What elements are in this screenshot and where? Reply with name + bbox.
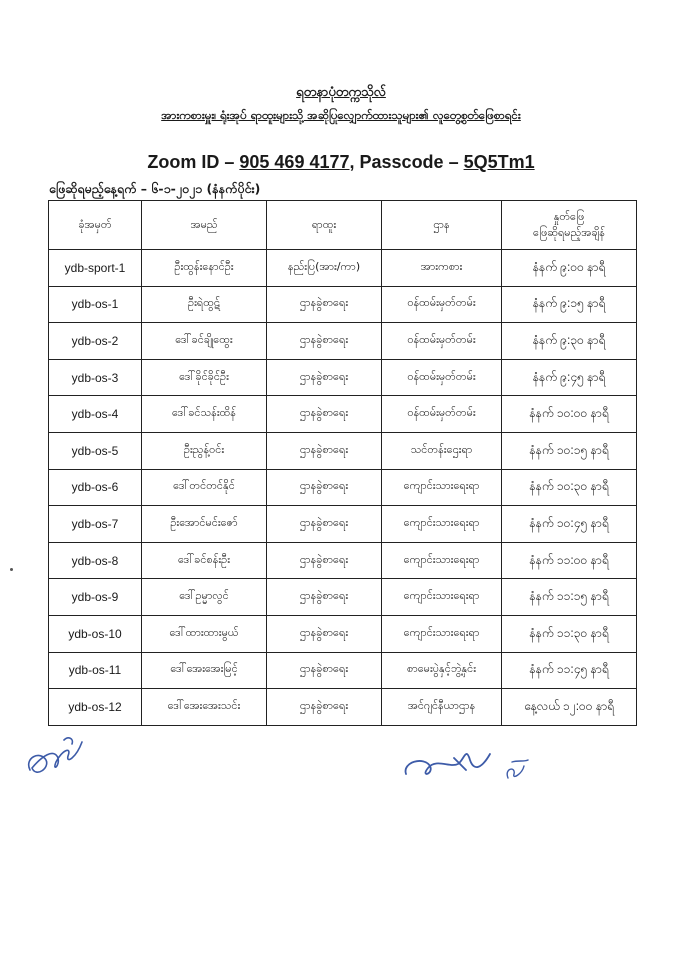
cell-seat-no: ydb-os-1 — [49, 286, 142, 323]
cell-department: သင်တန်းဌေးရာ — [382, 432, 502, 469]
header-time-line2: ဖြေဆိုရမည့်အချိန် — [533, 226, 605, 239]
cell-position: ဌာနခွဲစာရေး — [267, 432, 382, 469]
table-row — [49, 615, 637, 652]
cell-seat-no: ydb-os-4 — [49, 396, 142, 433]
cell-seat-no: ydb-os-9 — [49, 579, 142, 616]
table-row — [49, 323, 637, 360]
cell-name: ဒေါ်ဥမ္မာလွင် — [142, 579, 267, 616]
cell-name: ဦးညွန့်ဝင်း — [142, 432, 267, 469]
cell-department: ဝန်ထမ်းမှတ်တမ်း — [382, 396, 502, 433]
table-row — [49, 359, 637, 396]
cell-name: ဦးထွန်းနောင်ဦး — [142, 250, 267, 287]
interview-schedule-table — [48, 200, 637, 726]
cell-position: ဌာနခွဲစာရေး — [267, 689, 382, 726]
cell-name: ဒေါ်အေးအေးသင်း — [142, 689, 267, 726]
passcode-label: Passcode – — [359, 152, 464, 172]
cell-position: ဌာနခွဲစာရေး — [267, 615, 382, 652]
cell-position: ဌာနခွဲစာရေး — [267, 579, 382, 616]
cell-name: ဒေါ်ထားထားမွယ် — [142, 615, 267, 652]
cell-department: ကျောင်းသားရေးရာ — [382, 579, 502, 616]
cell-time: နံနက် ၉:၀၀ နာရီ — [502, 250, 637, 287]
cell-name: ဦးရဲထွဋ် — [142, 286, 267, 323]
org-title: ရတနာပုံတက္ကသိုလ် — [296, 85, 386, 100]
table-header-row — [49, 201, 637, 250]
cell-department: စာမေးပွဲနှင့်ဘွဲ့နှင်း — [382, 652, 502, 689]
header-name: အမည် — [142, 201, 267, 250]
cell-name: ဒေါ်ခင်သန်းထိန် — [142, 396, 267, 433]
cell-time: နံနက် ၁၀:၄၅ နာရီ — [502, 506, 637, 543]
cell-seat-no: ydb-os-5 — [49, 432, 142, 469]
cell-time: နံနက် ၁၁:၃၀ နာရီ — [502, 615, 637, 652]
cell-department: ဝန်ထမ်းမှတ်တမ်း — [382, 286, 502, 323]
cell-seat-no: ydb-os-11 — [49, 652, 142, 689]
cell-time: နံနက် ၁၁:၀၀ နာရီ — [502, 542, 637, 579]
cell-time: နေ့လယ် ၁၂:၀၀ နာရီ — [502, 689, 637, 726]
table-row — [49, 432, 637, 469]
cell-seat-no: ydb-os-7 — [49, 506, 142, 543]
signature-right — [400, 738, 535, 788]
cell-position: နည်းပြ(အား/ကာ) — [267, 250, 382, 287]
cell-department: အားကစား — [382, 250, 502, 287]
document-subtitle: အားကစားမှူး၊ ရုံးအုပ် ရာထူးများသို့ အဆိုပြုလျှောက်ထားသူများ၏ လူတွေ့စွတ်ဖြေစာရင်း — [161, 108, 521, 122]
header-position: ရာထူး — [267, 201, 382, 250]
cell-seat-no: ydb-os-10 — [49, 615, 142, 652]
cell-name: ဒေါ်ခင်ချိုထွေး — [142, 323, 267, 360]
cell-position: ဌာနခွဲစာရေး — [267, 542, 382, 579]
scan-speck — [10, 568, 13, 571]
cell-department: ဝန်ထမ်းမှတ်တမ်း — [382, 359, 502, 396]
cell-department: ဝန်ထမ်းမှတ်တမ်း — [382, 323, 502, 360]
zoom-id-label: Zoom ID – — [147, 152, 240, 172]
cell-time: နံနက် ၉:၁၅ နာရီ — [502, 286, 637, 323]
table-row — [49, 286, 637, 323]
cell-time: နံနက် ၁၁:၁၅ နာရီ — [502, 579, 637, 616]
table-row — [49, 506, 637, 543]
table-row — [49, 652, 637, 689]
zoom-separator: , — [349, 152, 360, 172]
table-row — [49, 542, 637, 579]
cell-position: ဌာနခွဲစာရေး — [267, 652, 382, 689]
cell-time: နံနက် ၉:၄၅ နာရီ — [502, 359, 637, 396]
table-row — [49, 250, 637, 287]
exam-date: ဖြေဆိုရမည့်နေ့ရက် – ၆-၁-၂၀၂၁ (နံနက်ပိုင်း) — [49, 181, 261, 196]
cell-position: ဌာနခွဲစာရေး — [267, 506, 382, 543]
cell-time: နံနက် ၁၀:၀၀ နာရီ — [502, 396, 637, 433]
cell-name: ဒေါ်တင်တင်နိုင် — [142, 469, 267, 506]
cell-time: နံနက် ၁၁:၄၅ နာရီ — [502, 652, 637, 689]
cell-seat-no: ydb-os-2 — [49, 323, 142, 360]
cell-department: ကျောင်းသားရေးရာ — [382, 506, 502, 543]
cell-position: ဌာနခွဲစာရေး — [267, 396, 382, 433]
signature-left — [22, 728, 102, 784]
table-row — [49, 689, 637, 726]
header-department: ဌာန — [382, 201, 502, 250]
table-row — [49, 579, 637, 616]
cell-time: နံနက် ၁၀:၁၅ နာရီ — [502, 432, 637, 469]
header-time-line1: နှုတ်ဖြေ — [553, 210, 585, 223]
cell-department: ကျောင်းသားရေးရာ — [382, 542, 502, 579]
zoom-id-value[interactable]: 905 469 4177 — [239, 152, 350, 172]
cell-position: ဌာနခွဲစာရေး — [267, 469, 382, 506]
cell-time: နံနက် ၉:၃၀ နာရီ — [502, 323, 637, 360]
cell-seat-no: ydb-os-12 — [49, 689, 142, 726]
header-seat-no: ခုံအမှတ် — [49, 201, 142, 250]
table-row — [49, 469, 637, 506]
table-row — [49, 396, 637, 433]
cell-department: ကျောင်းသားရေးရာ — [382, 469, 502, 506]
cell-department: အင်ဂျင်နီယာဌာန — [382, 689, 502, 726]
header-time — [502, 201, 637, 250]
document-header — [0, 84, 682, 124]
cell-department: ကျောင်းသားရေးရာ — [382, 615, 502, 652]
cell-time: နံနက် ၁၀:၃၀ နာရီ — [502, 469, 637, 506]
cell-seat-no: ydb-os-3 — [49, 359, 142, 396]
cell-name: ဒေါ်အေးအေးမြင့် — [142, 652, 267, 689]
cell-seat-no: ydb-os-8 — [49, 542, 142, 579]
cell-name: ဦးအောင်မင်းဇော် — [142, 506, 267, 543]
zoom-details — [0, 152, 682, 173]
passcode-value[interactable]: 5Q5Tm1 — [463, 152, 535, 172]
cell-position: ဌာနခွဲစာရေး — [267, 286, 382, 323]
cell-position: ဌာနခွဲစာရေး — [267, 323, 382, 360]
cell-position: ဌာနခွဲစာရေး — [267, 359, 382, 396]
cell-seat-no: ydb-os-6 — [49, 469, 142, 506]
cell-name: ဒေါ်ခင်စန်းဦး — [142, 542, 267, 579]
cell-seat-no: ydb-sport-1 — [49, 250, 142, 287]
cell-name: ဒေါ်ခိုင်ခိုင်ဦး — [142, 359, 267, 396]
